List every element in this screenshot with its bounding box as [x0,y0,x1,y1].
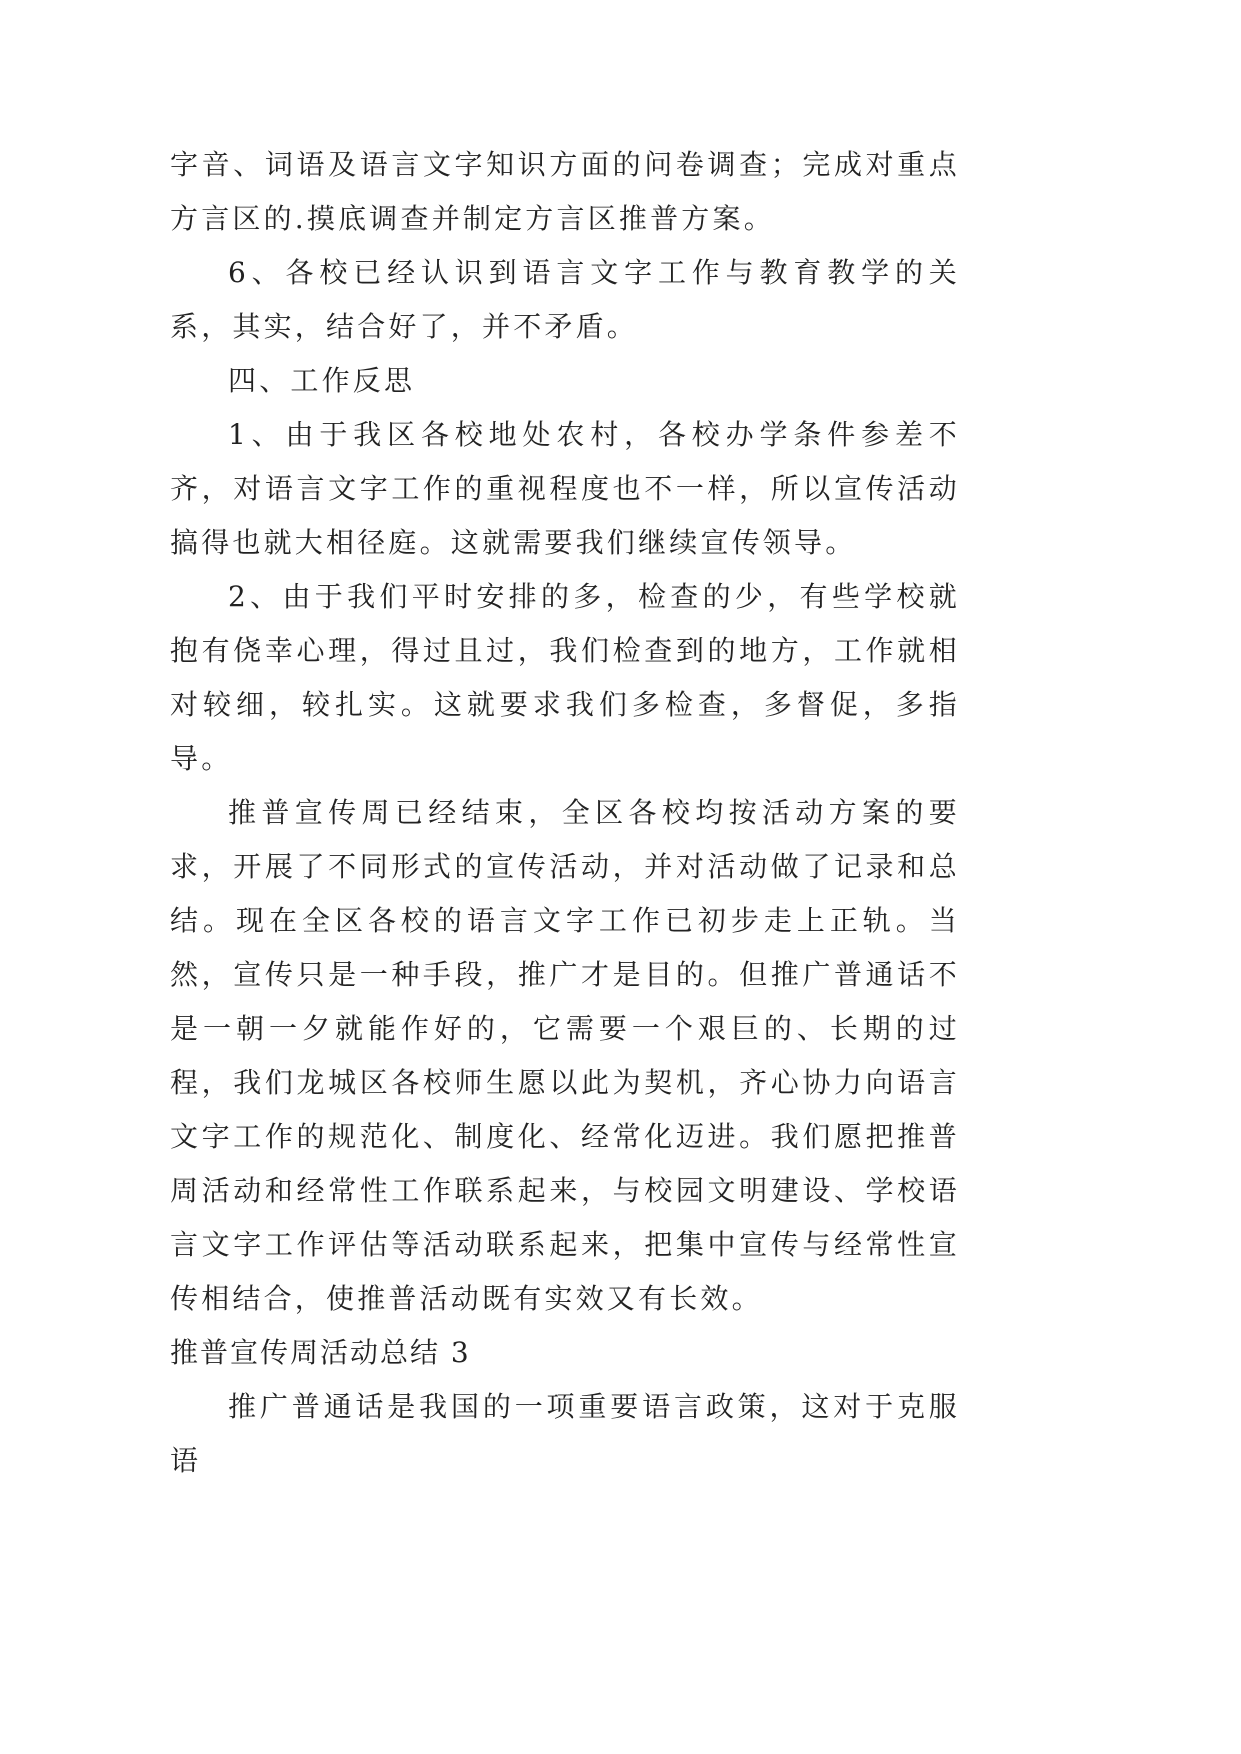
paragraph-continuation: 字音、词语及语言文字知识方面的问卷调查；完成对重点方言区的.摸底调查并制定方言区推普方案。 [170,148,960,235]
section-paragraph-1: 推广普通话是我国的一项重要语言政策，这对于克服语 [170,1390,960,1477]
paragraph-conclusion: 推普宣传周已经结束，全区各校均按活动方案的要求，开展了不同形式的宣传活动，并对活动做了记录和总结。现在全区各校的语言文字工作已初步走上正轨。当然，宣传只是一种手段，推广才是目的。但推广普通话不是一朝一夕就能作好的，它需要一个艰巨的、长期的过程，我们龙城区各校师生愿以此为契机，齐心协力向语言文字工作的规范化、制度化、经常化迈进。我们愿把推普周活动和经常性工作联系起来，与校园文明建设、学校语言文字工作评估等活动联系起来，把集中宣传与经常性宣传相结合，使推普活动既有实效又有长效。 [170,796,960,1315]
section-title: 推普宣传周活动总结 3 [170,1336,471,1369]
paragraph-reflection-2: 2、由于我们平时安排的多，检查的少，有些学校就抱有侥幸心理，得过且过，我们检查到的地方，工作就相对较细，较扎实。这就要求我们多检查，多督促，多指导。 [170,580,960,775]
paragraph-reflection-1: 1、由于我区各校地处农村，各校办学条件参差不齐，对语言文字工作的重视程度也不一样，所以宣传活动搞得也就大相径庭。这就需要我们继续宣传领导。 [170,418,960,559]
document-body [170,138,960,1488]
section-heading-reflection: 四、工作反思 [228,364,416,397]
paragraph-item-6: 6、各校已经认识到语言文字工作与教育教学的关系，其实，结合好了，并不矛盾。 [170,256,960,343]
